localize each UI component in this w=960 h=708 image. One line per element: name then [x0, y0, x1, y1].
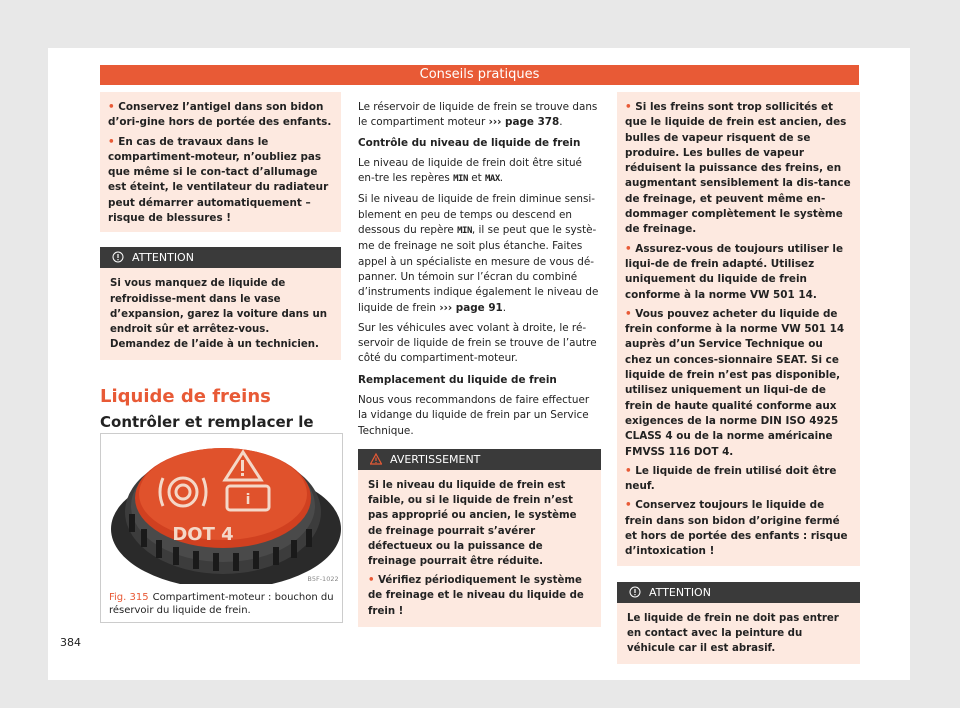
- info-circle-icon: [629, 586, 641, 598]
- list-item: • Vous pouvez acheter du liquide de frein conforme à la norme VW 501 14 auprès d’un Service Technique ou chez un conces-sionnaire SEAT. Si ce liquide de frein n’est pas disponible, utilisez uniquement un liqui-de de frein de haute qualité conforme aux exigences de la norme DIN ISO 4925 CLASS 4 ou de la norme américaine FMVSS 116 DOT 4.: [625, 307, 845, 458]
- paragraph-text: Le réservoir de liquide de frein se trouve dans le compartiment moteur: [358, 101, 598, 129]
- list-item-text: Assurez-vous de toujours utiliser le liqui-de de frein adapté. Utilisez uniquement du liquide de frein conforme à la norme VW 501 14.: [625, 242, 843, 301]
- brake-fluid-cap-image: [101, 434, 342, 584]
- attention-title: ATTENTION: [132, 251, 194, 265]
- list-item: • Vérifiez périodiquement le système de freinage et le niveau du liquide de frein !: [368, 575, 584, 617]
- list-item-text: En cas de travaux dans le compartiment-moteur, n’oubliez pas que même si le con-tact d’allumage est éteint, le ventilateur du radiateur peut démarrer automatiquement – risque de blessures !: [108, 135, 329, 225]
- subsection-title: Contrôler et remplacer le: [100, 412, 314, 431]
- page-reference-link[interactable]: ››› page 91: [439, 301, 503, 314]
- attention-box: [617, 582, 860, 665]
- subheading: Contrôle du niveau de liquide de frein: [358, 136, 581, 149]
- page-number: 384: [60, 636, 81, 649]
- svg-text:i: i: [245, 492, 251, 508]
- attention-box: [100, 247, 341, 360]
- paragraph-text: Si le niveau de liquide de frein diminue sensi-blement en peu de temps ou descend en dessous du repère: [358, 193, 596, 237]
- attention-header: [617, 582, 860, 603]
- list-item-text: Conservez toujours le liquide de frein dans son bidon d’origine fermé et hors de portée des enfants : risque d’intoxication !: [625, 499, 848, 558]
- min-mark: MIN: [457, 226, 472, 237]
- page-header: Conseils pratiques: [100, 65, 859, 85]
- figure-code: B5F-1022: [307, 575, 339, 583]
- warning-triangle-icon: [370, 453, 382, 465]
- list-item: • Assurez-vous de toujours utiliser le liqui-de de frein adapté. Utilisez uniquement du liquide de frein conforme à la norme VW 501 14.: [625, 242, 843, 301]
- attention-header: [100, 247, 341, 268]
- paragraph: Si le niveau de liquide de frein diminue sensi-blement en peu de temps ou descend en dessous du repère MIN, il se peut que le systè-me de freinage ne soit plus étanche. Faites appel à un spécialiste en mesure de vous dé-panner. Un témoin sur l’écran du combiné d’instruments indique également le niveau de liquide de frein ››› page 91.: [358, 193, 599, 314]
- info-circle-icon: [112, 251, 124, 263]
- warning-title: AVERTISSEMENT: [390, 452, 481, 466]
- list-item: • Conservez l’antigel dans son bidon d’ori-gine hors de portée des enfants.: [108, 101, 332, 129]
- list-item: • Si les freins sont trop sollicités et que le liquide de frein est ancien, des bulles de vapeur risquent de se produire. Les bulles de vapeur réduisent la puissance des freins, en augmentant sensiblement la dis-tance de freinage, et peuvent même en-dommager complètement le système de freinage.: [625, 101, 851, 236]
- figure-caption-text: Compartiment-moteur : bouchon du réservoir du liquide de frein.: [109, 592, 334, 616]
- attention-body: Si vous manquez de liquide de refroidisse-ment dans le vase d’expansion, garez la voiture dans un endroit sûr et arrêtez-vous. Demandez de l’aide à un technicien.: [110, 278, 328, 351]
- paragraph-text: Le niveau de liquide de frein doit être situé en-tre les repères: [358, 156, 582, 185]
- list-item-text: Le liquide de frein utilisé doit être neuf.: [625, 464, 837, 493]
- warning-continued-box: [100, 92, 341, 232]
- figure-caption: [109, 591, 337, 617]
- warning-body: [358, 470, 601, 627]
- subheading: Remplacement du liquide de frein: [358, 373, 557, 386]
- list-item-text: Vérifiez périodiquement le système de freinage et le niveau du liquide de frein !: [368, 575, 584, 617]
- paragraph-text: , il se peut que le systè-me de freinage ne soit plus étanche. Faites appel à un spécialiste en mesure de vous dé-panner. Un témoin sur l’écran du combiné d’instruments indique également le niveau de liquide de frein: [358, 224, 599, 314]
- list-item: • En cas de travaux dans le compartiment-moteur, n’oubliez pas que même si le con-tact d’allumage est éteint, le ventilateur du radiateur peut démarrer automatiquement – risque de blessures !: [108, 135, 329, 225]
- left-column: [100, 92, 341, 451]
- paragraph: Sur les véhicules avec volant à droite, le ré-servoir de liquide de frein se trouve de l’autre côté du compartiment-moteur.: [358, 321, 597, 365]
- paragraph: Le réservoir de liquide de frein se trouve dans le compartiment moteur ››› page 378.: [358, 101, 598, 129]
- paragraph-text: et: [471, 172, 482, 185]
- list-item-text: Conservez l’antigel dans son bidon d’ori-gine hors de portée des enfants.: [108, 101, 332, 129]
- warning-box: [358, 449, 601, 627]
- cap-label: DOT 4: [172, 524, 234, 545]
- right-column: [617, 92, 860, 664]
- middle-column: [358, 100, 601, 627]
- list-item-text: Si les freins sont trop sollicités et que le liquide de frein est ancien, des bulles de vapeur risquent de se produire. Les bulles de vapeur réduisent la puissance des freins, en augmentant sensiblement la dis-tance de freinage, et peuvent même en-dommager complètement le système de freinage.: [625, 101, 851, 236]
- list-item: • Conservez toujours le liquide de frein dans son bidon d’origine fermé et hors de portée des enfants : risque d’intoxication !: [625, 499, 848, 558]
- warning-header: [358, 449, 601, 470]
- attention-title: ATTENTION: [649, 585, 711, 599]
- section-title: Liquide de freins: [100, 386, 271, 408]
- paragraph: Nous vous recommandons de faire effectuer la vidange du liquide de frein par un Service Technique.: [358, 394, 590, 437]
- figure-315: [100, 433, 343, 623]
- warning-continued-box: [617, 92, 860, 566]
- attention-body: Le liquide de frein ne doit pas entrer en contact avec la peinture du véhicule car il est abrasif.: [627, 612, 839, 655]
- paragraph: Le niveau de liquide de frein doit être situé en-tre les repères MIN et MAX.: [358, 156, 601, 188]
- min-mark: MIN: [453, 174, 468, 185]
- warning-text: Si le niveau du liquide de frein est faible, ou si le liquide de frein n’est pas approprié ou ancien, le système de freinage pourrait s’avérer défectueux ou la puissance de freinage pourrait être réduite.: [368, 479, 577, 567]
- page-reference-link[interactable]: ››› page 378: [488, 116, 560, 129]
- figure-label: Fig. 315: [109, 592, 149, 603]
- list-item-text: Vous pouvez acheter du liquide de frein conforme à la norme VW 501 14 auprès d’un Service Technique ou chez un conces-sionnaire SEAT. Si ce liquide de frein n’est pas disponible, utilisez uniquement un liqui-de de frein de haute qualité conforme aux exigences de la norme DIN ISO 4925 CLASS 4 ou de la norme américaine FMVSS 116 DOT 4.: [625, 307, 845, 458]
- max-mark: MAX: [484, 174, 500, 185]
- list-item: • Le liquide de frein utilisé doit être neuf.: [625, 464, 837, 493]
